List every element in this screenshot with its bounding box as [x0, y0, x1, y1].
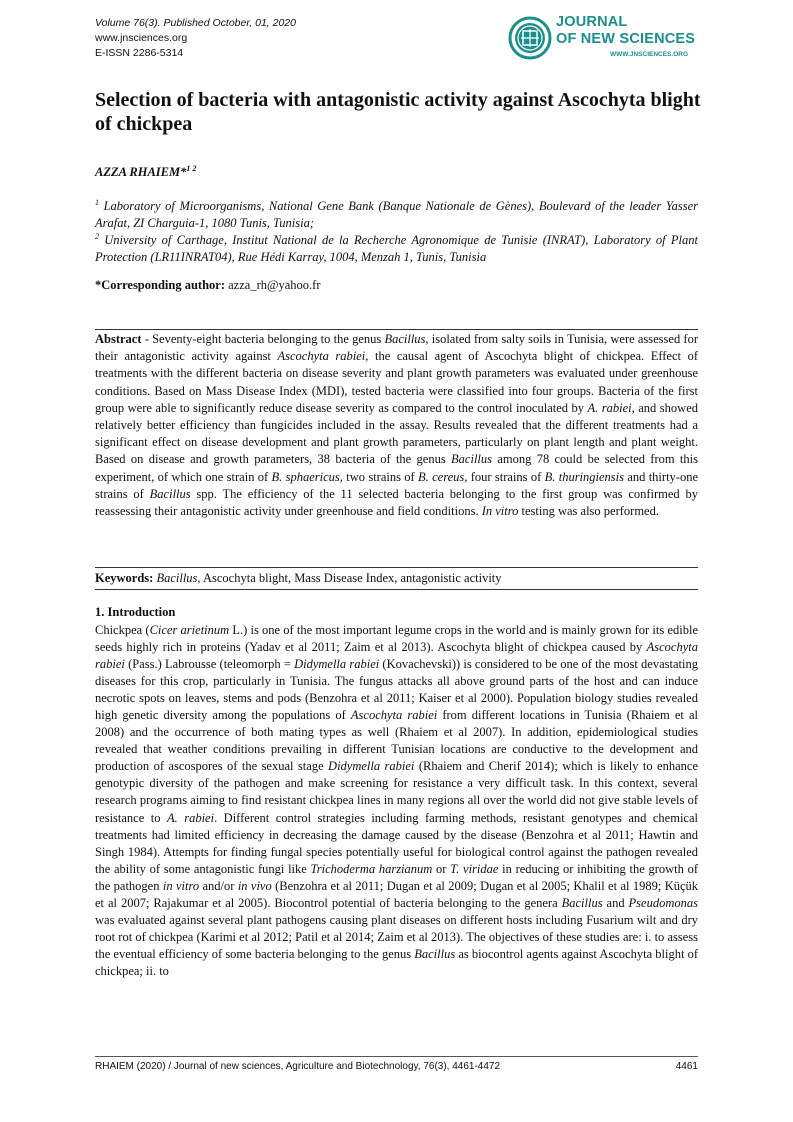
journal-emblem-icon	[508, 16, 552, 60]
text-run: as biocontrol agents against Ascochyta blight of chickpea; ii. to	[95, 946, 698, 978]
text-run: in vitro	[162, 878, 200, 893]
text-run: testing was also performed.	[518, 504, 659, 519]
abstract-text	[95, 332, 698, 518]
text-run: Bacillus	[561, 895, 603, 910]
text-run: , the causal agent of Ascochyta blight of chickpea. Effect of treatments with the different bacteria on disease severity and plant growth parameters was evaluated under greenhouse conditions. Based on Mass Disease Index (MDI), tested bacteria were classified into four groups. Bacteria of the first group were able to significantly reduce disease severity as compared to the control inoculated by	[95, 349, 698, 415]
journal-logo-url: WWW.JNSCIENCES.ORG	[610, 51, 689, 58]
text-run: Bacillus	[451, 452, 493, 467]
affiliation-2-mark: 2	[95, 232, 99, 241]
text-run: spp. The efficiency of the 11 selected bacteria belonging to the first group was confirmed by reassessing their antagonistic activity under greenhouse and field conditions.	[95, 486, 698, 519]
volume-line: Volume 76(3). Published October, 01, 2020	[95, 17, 296, 29]
text-run: (Pass.) Labrousse (teleomorph =	[124, 657, 295, 672]
text-run: (Benzohra et al 2011; Dugan et al 2009; Dugan et al 2005; Khalil et al 1989; Küçük et al 2007; Rajakumar et al 2005). Biocontrol potential of bacteria belonging to the genera	[95, 878, 699, 910]
text-run: Bacillus	[414, 946, 456, 961]
affiliation-2	[95, 228, 698, 266]
keywords	[95, 570, 698, 587]
author-affiliation-marks: 1 2	[186, 164, 197, 173]
text-run: Ascochyta rabiei	[95, 640, 698, 672]
text-run: Bacillus,	[156, 571, 201, 585]
journal-logo-name	[556, 14, 695, 48]
text-run: In vitro	[481, 504, 519, 519]
paper-title: Selection of bacteria with antagonistic activity against Ascochyta blight of chickpea	[95, 89, 701, 135]
text-run: among 78 could be selected from this experiment, of which one strain of	[95, 452, 698, 484]
text-run: (Kovachevski)) is considered to be one of the most devastating diseases for this crop, particularly in Tunisia. The fungus attacks all above ground parts of the host and can induce necrotic spots on leaves, stems and pods (Benzohra et al 2011; Kaiser et al 2000). Population biology studies revealed high genetic diversity among the populations of	[95, 657, 698, 723]
corresponding-author-label: *Corresponding author:	[95, 278, 225, 292]
text-run: , two strains of	[339, 469, 419, 484]
text-run: B. cereus	[418, 469, 465, 484]
text-run: , and showed relatively better efficiency than fungicides included in the assay. Results revealed that the different treatments had a significant effect on disease development and plant growth parameters, particularly on plant length and plant weight. Based on disease and growth parameters, 38 bacteria of the genus	[95, 400, 698, 467]
text-run: Trichoderma harzianum	[310, 861, 433, 876]
text-run: B. thuringiensis	[544, 469, 624, 484]
text-run: and thirty-one strains of	[95, 469, 698, 501]
text-run: Didymella rabiei	[294, 657, 380, 672]
text-run: (Rhaiem and Cherif 2014); which is likely to enhance genotypic diversity of the pathogen and make screening for resistance a very difficult task. In this context, several research programs aiming to find resistant chickpea lines in many regions all over the world did not give stable levels of resistance to	[95, 759, 698, 825]
introduction-heading: 1. Introduction	[95, 605, 176, 619]
journal-logo-line1: JOURNAL	[556, 14, 628, 30]
text-run: A. rabiei	[166, 810, 215, 825]
text-run: . Different control strategies including farming methods, resistant genotypes and chemical treatments had limited efficiency in decreasing the damage caused by the disease (Benzohra et al 2011; Hawtin and Singh 1984). Attempts for finding fungal species potentially useful for biological control against the pathogen revealed the ability of some antagonistic fungi like	[95, 810, 698, 876]
text-run: and	[602, 895, 629, 910]
text-run: L.) is one of the most important legume crops in the world and is mainly grown for its edible seeds highly rich in proteins (Yadav et al 2011; Zaim et al 2013). Ascochyta blight of chickpea caused by	[95, 623, 698, 655]
keywords-text	[153, 571, 501, 585]
text-run: Bacillus	[149, 486, 191, 501]
text-run: A. rabiei	[587, 400, 632, 415]
text-run: , four strains of	[464, 469, 545, 484]
text-run: T. viridae	[450, 861, 499, 876]
text-run: Ascochyta rabiei	[277, 349, 366, 364]
footer-citation: RHAIEM (2020) / Journal of new sciences, Agriculture and Biotechnology, 76(3), 4461-4472	[95, 1061, 501, 1072]
affiliation-1-text: Laboratory of Microorganisms, National Gene Bank (Banque Nationale de Gènes), Boulevard of the leader Yasser Arafat, ZI Charguia-1, 1080 Tunis, Tunisia;	[95, 199, 699, 231]
text-run: from different locations in Tunisia (Rhaiem et al 2008) and the occurrence of both mating types as well (Rhaiem et al 2007). In addition, epidemiological studies revealed that weather conditions prevailing in different Tunisian locations are conductive to the development and production of ascospores of the sexual stage	[95, 708, 698, 774]
text-run: - Seventy-eight bacteria belonging to the genus	[141, 332, 385, 346]
text-run: Cicer arietinum	[149, 623, 230, 637]
abstract-label: Abstract	[95, 332, 142, 346]
keywords-label: Keywords:	[95, 571, 154, 585]
text-run: was evaluated against several plant pathogens causing plant diseases on different hosts including Fusarium wilt and dry root rot of chickpea (Karimi et al 2012; Patil et al 2014; Zaim et al 2013). The objectives of these studies are: i. to assess the eventual efficiency of some bacteria belonging to the genus	[95, 912, 698, 961]
journal-logo	[506, 14, 701, 66]
journal-website[interactable]: www.jnsciences.org	[95, 32, 188, 44]
text-run: Pseudomonas	[628, 895, 698, 910]
text-run: , isolated from salty soils in Tunisia, were assessed for their antagonistic activity against	[95, 332, 698, 364]
corresponding-author-email[interactable]: azza_rh@yahoo.fr	[228, 278, 321, 292]
introduction-text	[95, 622, 698, 980]
page-number: 4461	[675, 1061, 698, 1072]
corresponding-author	[95, 278, 321, 293]
abstract	[95, 331, 698, 520]
abstract-top-rule	[95, 329, 698, 330]
text-run: Ascochyta rabiei	[350, 708, 438, 723]
journal-logo-line2: OF NEW SCIENCES	[556, 31, 696, 47]
text-run: Didymella rabiei	[328, 759, 415, 774]
text-run: Bacillus	[384, 332, 426, 346]
text-run: Chickpea (	[95, 623, 150, 637]
text-run: B. sphaericus	[271, 469, 340, 484]
affiliation-2-text: University of Carthage, Institut National de la Recherche Agronomique de Tunisie (INRAT), Laboratory of Plant Protection (LR11INRAT04), Rue Hédi Karray, 1004, Menzah 1, Tunis, Tunisia	[95, 233, 699, 265]
text-run: or	[432, 861, 451, 876]
author-line	[95, 164, 196, 180]
footer-rule	[95, 1056, 698, 1057]
text-run: in vivo	[237, 878, 272, 893]
keywords-bottom-rule	[95, 589, 698, 590]
text-run: Ascochyta blight, Mass Disease Index, antagonistic activity	[200, 571, 502, 585]
author-name: AZZA RHAIEM*	[95, 165, 187, 180]
keywords-top-rule	[95, 567, 698, 568]
text-run: in reducing or inhibiting the growth of the pathogen	[95, 861, 698, 893]
issn-line: E-ISSN 2286-5314	[95, 47, 184, 59]
text-run: and/or	[199, 878, 238, 893]
affiliation-1	[95, 194, 698, 232]
affiliation-1-mark: 1	[95, 198, 99, 207]
journal-header	[95, 16, 296, 61]
